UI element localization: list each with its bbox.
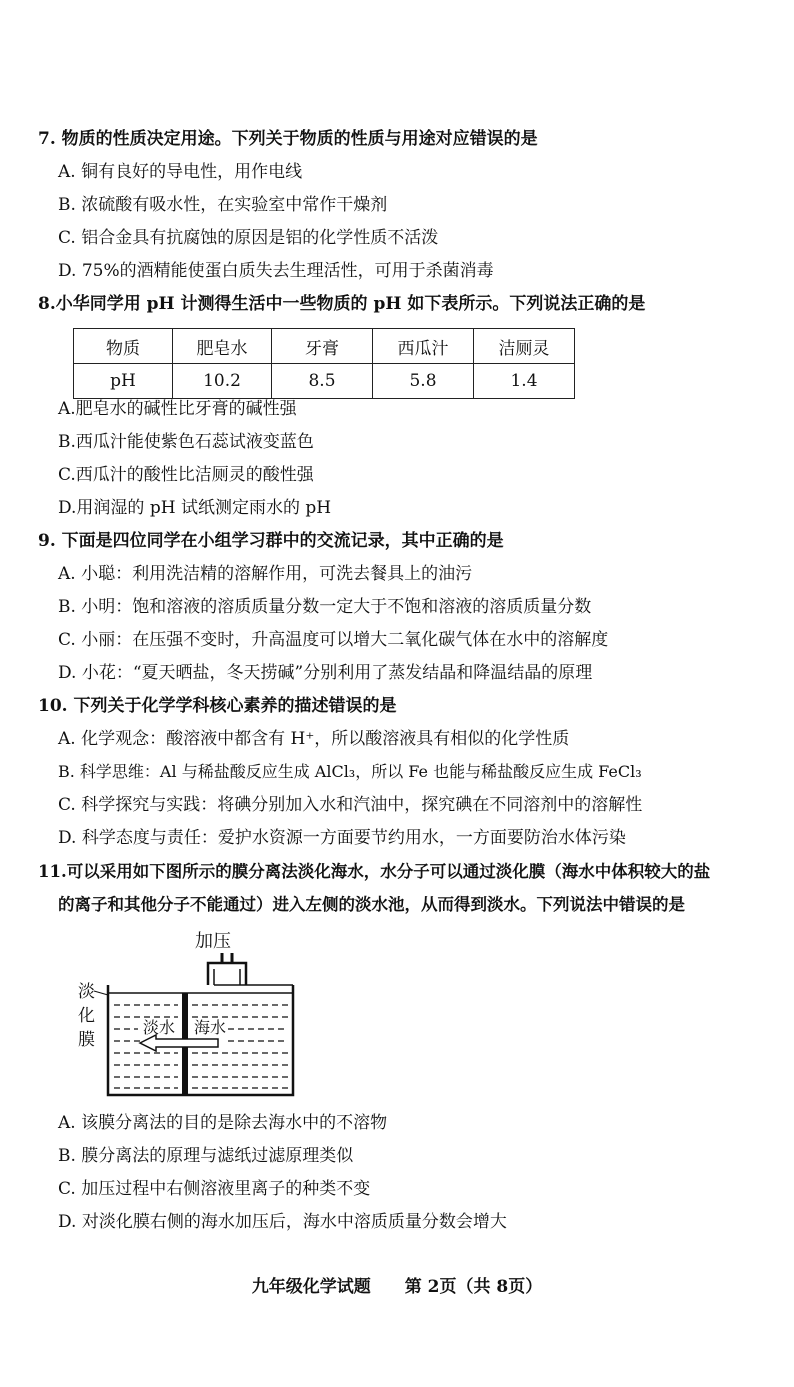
q11-option-b: B. 膜分离法的原理与滤纸过滤原理类似	[58, 1146, 354, 1166]
q8-option-b: B.西瓜汁能使紫色石蕊试液变蓝色	[58, 432, 314, 452]
ph-table-value-row	[74, 364, 575, 399]
q8-option-c: C.西瓜汁的酸性比洁厕灵的酸性强	[58, 465, 314, 485]
q11-option-c: C. 加压过程中右侧溶液里离子的种类不变	[58, 1179, 371, 1199]
fresh-water-label: 淡水	[143, 1018, 176, 1037]
q11-stem-line1: 11.可以采用如下图所示的膜分离法淡化海水，水分子可以通过淡化膜（海水中体积较大的盐	[38, 862, 711, 881]
ph-table-header-cell: 洁厕灵	[474, 329, 575, 364]
ph-table-header-cell: 物质	[74, 329, 173, 364]
q8-stem: 8.小华同学用 pH 计测得生活中一些物质的 pH 如下表所示。下列说法正确的是	[38, 294, 646, 314]
ph-table-cell: pH	[74, 364, 173, 399]
ph-table-header-cell: 肥皂水	[173, 329, 272, 364]
q8-option-d: D.用润湿的 pH 试纸测定雨水的 pH	[58, 498, 332, 518]
q9-option-b: B. 小明：饱和溶液的溶质质量分数一定大于不饱和溶液的溶质质量分数	[58, 597, 592, 617]
ph-table-cell: 10.2	[173, 364, 272, 399]
q9-option-d: D. 小花：“夏天晒盐，冬天捞碱”分别利用了蒸发结晶和降温结晶的原理	[58, 663, 593, 683]
q10-option-c: C. 科学探究与实践：将碘分别加入水和汽油中，探究碘在不同溶剂中的溶解性	[58, 795, 643, 815]
q7-stem: 7. 物质的性质决定用途。下列关于物质的性质与用途对应错误的是	[38, 129, 538, 149]
ph-table-header-row	[74, 329, 575, 364]
pressure-label: 加压	[195, 931, 231, 952]
q10-option-a: A. 化学观念：酸溶液中都含有 H⁺，所以酸溶液具有相似的化学性质	[58, 729, 570, 749]
q11-option-a: A. 该膜分离法的目的是除去海水中的不溶物	[58, 1113, 388, 1133]
q10-option-d: D. 科学态度与责任：爱护水资源一方面要节约用水，一方面要防治水体污染	[58, 828, 626, 848]
q9-option-c: C. 小丽：在压强不变时，升高温度可以增大二氧化碳气体在水中的溶解度	[58, 630, 609, 650]
membrane-label-2: 化	[78, 1006, 95, 1026]
ph-table	[73, 328, 575, 399]
ph-table-header-cell: 西瓜汁	[373, 329, 474, 364]
flow-arrow-icon	[140, 1035, 218, 1051]
q9-stem: 9. 下面是四位同学在小组学习群中的交流记录，其中正确的是	[38, 531, 504, 551]
page-footer	[0, 1272, 794, 1297]
q7-option-b: B. 浓硫酸有吸水性，在实验室中常作干燥剂	[58, 195, 388, 215]
q8-option-a: A.肥皂水的碱性比牙膏的碱性强	[58, 399, 297, 419]
ph-table-cell: 5.8	[373, 364, 474, 399]
q11-option-d: D. 对淡化膜右侧的海水加压后，海水中溶质质量分数会增大	[58, 1212, 507, 1232]
membrane-label-3: 膜	[78, 1030, 95, 1050]
q10-option-b: B. 科学思维：Al 与稀盐酸反应生成 AlCl₃，所以 Fe 也能与稀盐酸反应生成 FeCl₃	[58, 762, 642, 781]
ph-table-cell: 1.4	[474, 364, 575, 399]
membrane-label-1: 淡	[78, 982, 95, 1002]
q7-option-c: C. 铝合金具有抗腐蚀的原因是铝的化学性质不活泼	[58, 228, 439, 248]
membrane-separation-diagram	[68, 925, 298, 1100]
q7-option-d: D. 75%的酒精能使蛋白质失去生理活性，可用于杀菌消毒	[58, 261, 494, 281]
ph-table-header-cell: 牙膏	[272, 329, 373, 364]
q7-option-a: A. 铜有良好的导电性，用作电线	[58, 162, 303, 182]
footer-page-number: 第 2页（共 8页）	[404, 1277, 543, 1297]
ph-table-cell: 8.5	[272, 364, 373, 399]
q9-option-a: A. 小聪：利用洗洁精的溶解作用，可洗去餐具上的油污	[58, 564, 473, 584]
q10-stem: 10. 下列关于化学学科核心素养的描述错误的是	[38, 696, 397, 716]
footer-title: 九年级化学试题	[251, 1277, 371, 1297]
sea-water-label: 海水	[194, 1018, 227, 1037]
q11-stem-line2: 的离子和其他分子不能通过）进入左侧的淡水池，从而得到淡水。下列说法中错误的是	[58, 895, 685, 914]
